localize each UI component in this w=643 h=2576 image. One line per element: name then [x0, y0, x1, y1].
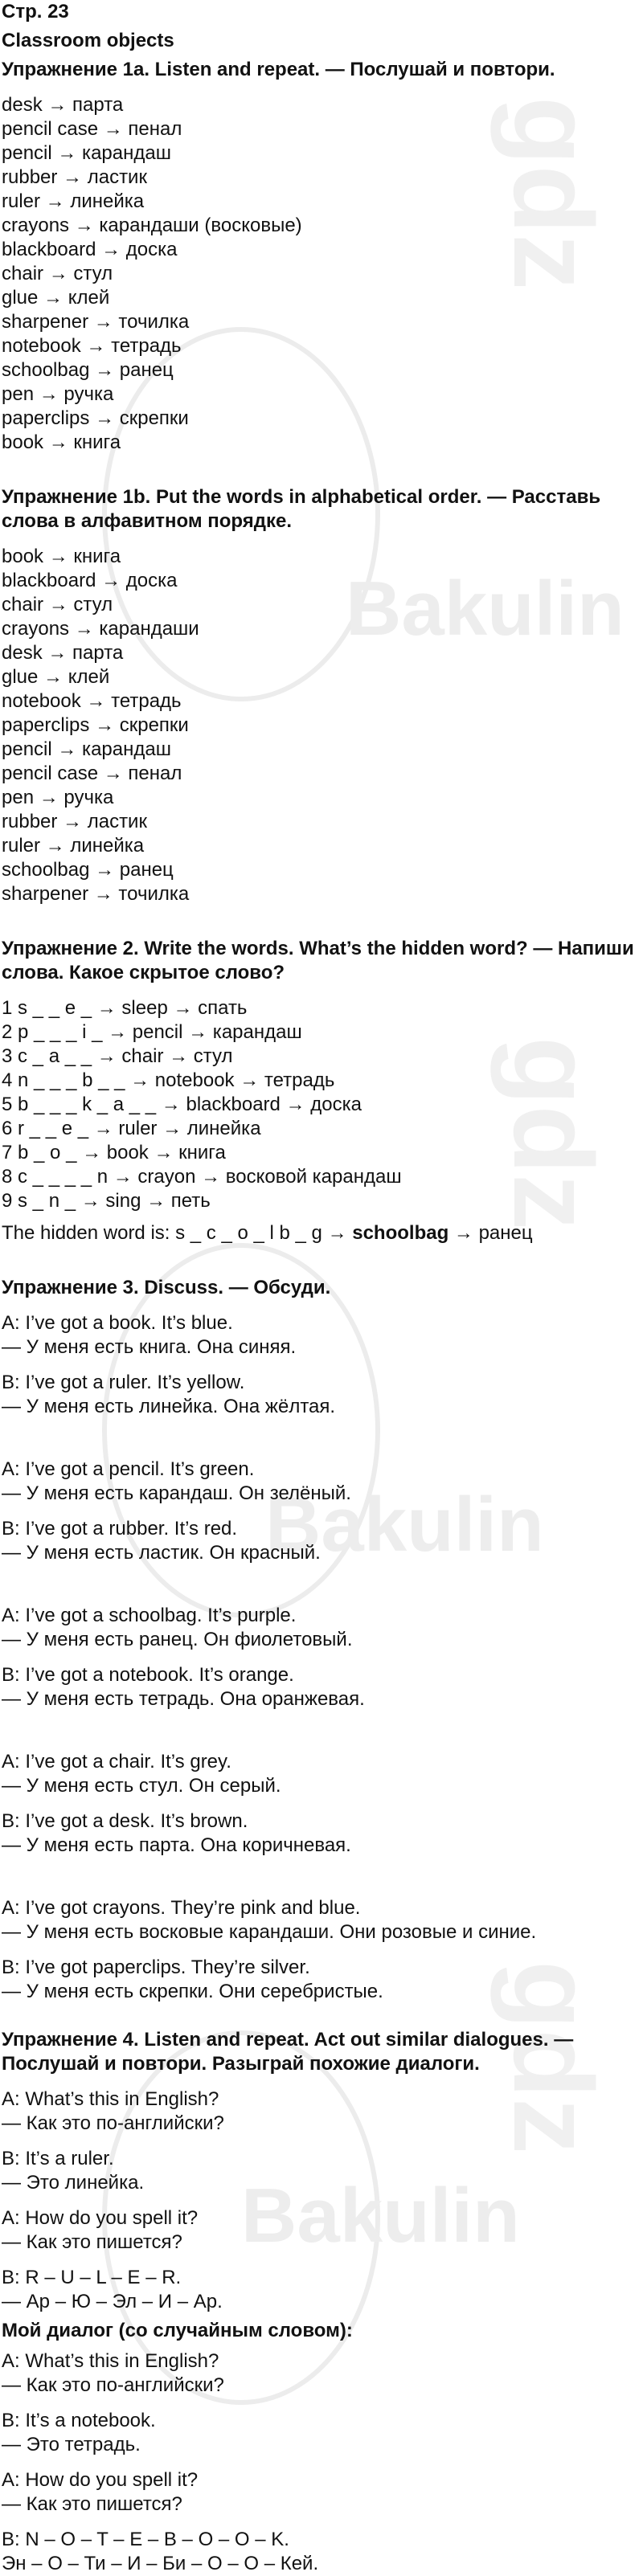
vocab-line: sharpener → точилка [2, 883, 190, 905]
dialog-line: — У меня есть скрепки. Они серебристые. [2, 1981, 383, 2002]
spacer [2, 1506, 643, 1517]
vocab-line: pencil → карандаш [2, 738, 171, 760]
heading-line: Упражнение 2. Write the words. What’s the hidden word? — Напиши [2, 938, 634, 959]
dialog-line: — У меня есть тетрадь. Она оранжевая. [2, 1688, 365, 1710]
word-puzzle-line: 4 n _ _ _ b _ _ → notebook → тетрадь [2, 1069, 335, 1091]
word-puzzle-line: 7 b _ o _ → book → книга [2, 1142, 226, 1163]
spacer [2, 1419, 643, 1458]
dialog-line: — У меня есть стул. Он серый. [2, 1775, 281, 1797]
dialog-line: A: I’ve got a pencil. It’s green. [2, 1458, 255, 1480]
dialog-line: B: It’s a ruler. [2, 2148, 114, 2169]
dialog-line: — Как это по-английски? [2, 2374, 224, 2396]
heading-line: Послушай и повтори. Разыграй похожие диалоги. [2, 2053, 480, 2075]
vocab-line: paperclips → скрепки [2, 714, 189, 736]
vocab-line: book → книга [2, 546, 121, 567]
spacer [2, 1652, 643, 1663]
watermark-text: Bakulin [265, 1482, 544, 1568]
spacer [2, 1944, 643, 1956]
dialog-line: A: I’ve got a book. It’s blue. [2, 1312, 233, 1334]
dialog-line: Эн – О – Ти – И – Би – О – О – Кей. [2, 2553, 319, 2574]
spacer [2, 1858, 643, 1896]
exercise-1b-list [2, 545, 643, 906]
vocab-line: glue → клей [2, 666, 110, 688]
dialog-line: — Как это пишется? [2, 2231, 182, 2253]
vocab-line: desk → парта [2, 94, 124, 116]
word-puzzle-line: 2 p _ _ _ i _ → pencil → карандаш [2, 1021, 302, 1043]
spacer [2, 2398, 643, 2409]
dialog-line: — У меня есть линейка. Она жёлтая. [2, 1396, 336, 1417]
watermark-side-text: gdz [490, 1037, 616, 1231]
spacer [2, 1711, 643, 1750]
vocab-line: rubber → ластик [2, 811, 147, 832]
dialog-line: B: It’s a notebook. [2, 2410, 156, 2431]
vocab-line: sharpener → точилка [2, 311, 190, 333]
dialog-line: — Это тетрадь. [2, 2434, 141, 2455]
dialog-line: B: I’ve got a rubber. It’s red. [2, 1518, 238, 1539]
spacer [2, 1798, 643, 1809]
my-dialog-heading: Мой диалог (со случайным словом): [2, 2320, 353, 2341]
dialog-line: A: I’ve got a schoolbag. It’s purple. [2, 1605, 297, 1626]
dialog-line: A: I’ve got a chair. It’s grey. [2, 1751, 231, 1773]
hidden-word-prefix: The hidden word is: s _ c _ o _ l b _ g → [2, 1222, 353, 1244]
vocab-line: pencil case → пенал [2, 763, 182, 784]
vocab-line: crayons → карандаши (восковые) [2, 215, 302, 236]
dialog-line: — У меня есть ластик. Он красный. [2, 1542, 321, 1564]
exercise-4-my-dialog-list [2, 2349, 643, 2576]
hidden-word-suffix: → ранец [448, 1222, 533, 1244]
heading-line: слова. Какое скрытое слово? [2, 962, 285, 983]
vocab-line: crayons → карандаши [2, 618, 199, 640]
dialog-line: — Ар – Ю – Эл – И – Ар. [2, 2291, 223, 2312]
spacer [2, 2136, 643, 2147]
spacer [2, 1360, 643, 1371]
dialog-line: B: R – U – L – E – R. [2, 2267, 182, 2288]
word-puzzle-line: 9 s _ n _ → sing → петь [2, 1190, 211, 1212]
vocab-line: schoolbag → ранец [2, 359, 174, 381]
vocab-line: chair → стул [2, 263, 113, 284]
vocab-line: notebook → тетрадь [2, 690, 182, 712]
dialog-line: B: I’ve got a notebook. It’s orange. [2, 1664, 294, 1686]
hidden-word-line [2, 1221, 643, 1245]
section-title: Classroom objects [2, 30, 174, 51]
page-title: Стр. 23 [2, 1, 69, 22]
vocab-line: glue → клей [2, 287, 110, 309]
dialog-line: A: How do you spell it? [2, 2207, 199, 2229]
word-puzzle-line: 1 s _ _ e _ → sleep → спать [2, 997, 248, 1019]
exercise-2-list [2, 996, 643, 1213]
heading-line: Упражнение 4. Listen and repeat. Act out similar dialogues. — [2, 2029, 574, 2051]
heading-line: слова в алфавитном порядке. [2, 510, 293, 532]
vocab-line: pencil → карандаш [2, 142, 171, 164]
dialog-line: A: What’s this in English? [2, 2088, 219, 2110]
spacer [2, 2457, 643, 2468]
vocab-line: rubber → ластик [2, 166, 147, 188]
vocab-line: blackboard → доска [2, 239, 178, 260]
word-puzzle-line: 5 b _ _ _ k _ a _ _ → blackboard → доска [2, 1094, 362, 1115]
dialog-line: B: N – O – T – E – B – O – O – K. [2, 2529, 289, 2550]
word-puzzle-line: 3 c _ a _ _ → chair → стул [2, 1045, 233, 1067]
watermark-text: Bakulin [241, 2173, 520, 2259]
exercise-1a-heading: Упражнение 1a. Listen and repeat. — Послушай и повтори. [2, 59, 555, 80]
spacer [2, 1565, 643, 1604]
spacer [2, 2195, 643, 2206]
watermark-side-text: gdz [490, 96, 616, 291]
watermark-side-text: gdz [490, 1961, 616, 2155]
word-puzzle-line: 8 c _ _ _ _ n → crayon → восковой карандаш [2, 1166, 402, 1188]
exercise-3-list [2, 1311, 643, 2004]
vocab-line: pen → ручка [2, 787, 114, 808]
vocab-line: chair → стул [2, 594, 113, 615]
dialog-line: — Как это по-английски? [2, 2112, 224, 2134]
spacer [2, 2255, 643, 2266]
dialog-line: B: I’ve got paperclips. They’re silver. [2, 1957, 310, 1978]
vocab-line: ruler → линейка [2, 190, 145, 212]
dialog-line: — У меня есть карандаш. Он зелёный. [2, 1482, 351, 1504]
spacer [2, 2517, 643, 2528]
dialog-line: A: I’ve got crayons. They’re pink and blue. [2, 1897, 361, 1919]
exercise-3-heading: Упражнение 3. Discuss. — Обсуди. [2, 1277, 331, 1298]
vocab-line: desk → парта [2, 642, 124, 664]
vocab-line: pen → ручка [2, 383, 114, 405]
vocab-line: book → книга [2, 431, 121, 453]
dialog-line: B: I’ve got a desk. It’s brown. [2, 1810, 248, 1832]
dialog-line: — У меня есть парта. Она коричневая. [2, 1834, 351, 1856]
exercise-4-heading [2, 2028, 643, 2076]
watermark-text: Bakulin [346, 566, 625, 652]
vocab-line: paperclips → скрепки [2, 407, 189, 429]
vocab-line: ruler → линейка [2, 835, 145, 857]
dialog-line: A: What’s this in English? [2, 2350, 219, 2372]
dialog-line: — У меня есть ранец. Он фиолетовый. [2, 1629, 353, 1650]
hidden-word: schoolbag [352, 1222, 449, 1244]
exercise-4-list [2, 2087, 643, 2314]
word-puzzle-line: 6 r _ _ e _ → ruler → линейка [2, 1118, 261, 1139]
vocab-line: schoolbag → ранец [2, 859, 174, 881]
vocab-line: notebook → тетрадь [2, 335, 182, 357]
vocab-line: pencil case → пенал [2, 118, 182, 140]
exercise-1a-list [2, 93, 643, 455]
heading-line: Упражнение 1b. Put the words in alphabetical order. — Расставь [2, 486, 601, 508]
exercise-1b-heading [2, 485, 643, 534]
dialog-line: — У меня есть книга. Она синяя. [2, 1336, 297, 1358]
dialog-line: — Как это пишется? [2, 2493, 182, 2515]
dialog-line: — Это линейка. [2, 2172, 145, 2194]
dialog-line: — У меня есть восковые карандаши. Они розовые и синие. [2, 1921, 537, 1943]
vocab-line: blackboard → доска [2, 570, 178, 591]
exercise-2-heading [2, 937, 643, 985]
dialog-line: A: How do you spell it? [2, 2469, 199, 2491]
dialog-line: B: I’ve got a ruler. It’s yellow. [2, 1372, 245, 1393]
